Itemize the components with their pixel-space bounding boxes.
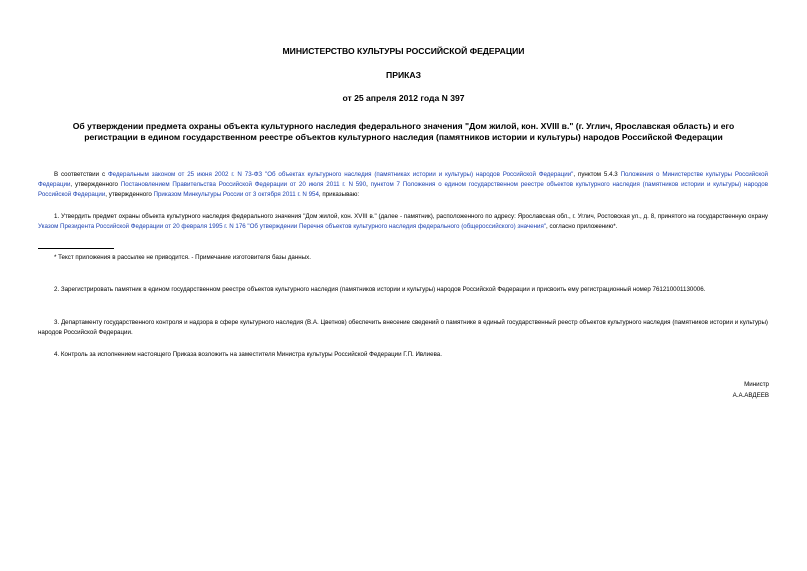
document-title: Об утверждении предмета охраны объекта культурного наследия федерального значения "Дом жилой, кон. XVIII в." (г. Углич, Ярославская область) и его регистрации в едином государственном реестре объектов культурного наследия (памятников истории и культуры) народов Российской Федерации — [72, 121, 735, 142]
clause-2 — [38, 285, 768, 295]
clause-3 — [38, 318, 768, 338]
preamble-text-6: , приказываю: — [318, 191, 360, 198]
link-presidential-decree[interactable]: Указом Президента Российской Федерации от 20 февраля 1995 г. N 176 "Об утверждении Перечня объектов культурного наследия федерального (общероссийского) значения" — [38, 223, 546, 230]
date-number: от 25 апреля 2012 года N 397 — [342, 93, 465, 103]
preamble-text-3: , утвержденного — [70, 181, 121, 188]
link-government-decree[interactable]: Постановлением Правительства Российской Федерации от 20 июля 2011 г. N 590 — [120, 181, 367, 188]
clause-4 — [38, 350, 768, 360]
clause-1-text-1: 1. Утвердить предмет охраны объекта культурного наследия федерального значения "Дом жилой, кон. XVIII в." (далее - памятник), расположенного по адресу: Ярославская обл., г. Углич, Ростовская ул., д. 8, принятого на государственную охрану — [54, 213, 768, 220]
preamble-text-5: , утвержденного — [105, 191, 154, 198]
clause-2-text: 2. Зарегистрировать памятник в едином государственном реестре объектов культурного наследия (памятников истории и культуры) народов Российской Федерации и присвоить ему регистрационный номер 761210001130006. — [54, 286, 706, 293]
signature-position: Министр — [744, 381, 769, 388]
footnote-divider — [38, 248, 114, 249]
footnote: * Текст приложения в рассылке не приводится. - Примечание изготовителя базы данных. — [54, 254, 311, 261]
link-ministry-regulation[interactable]: Положения о Министерстве культуры Российской Федерации — [38, 171, 768, 188]
clause-4-text: 4. Контроль за исполнением настоящего Приказа возложить на заместителя Министра культуры Российской Федерации Г.П. Ивлиева. — [54, 351, 442, 358]
clause-3-text: 3. Департаменту государственного контроля и надзора в сфере культурного наследия (В.А. Цветнов) обеспечить внесение сведений о памятнике в единый государственный реестр объектов культурного наследия (памятников истории и культуры) народов Российской Федерации. — [38, 319, 768, 336]
link-federal-law[interactable]: Федеральным законом от 25 июня 2002 г. N 73-ФЗ "Об объектах культурного наследия (памятниках истории и культуры) народов Российской Федерации" — [107, 171, 574, 178]
clause-1-text-2: , согласно приложению*. — [546, 223, 618, 230]
link-registry-regulation[interactable]: пунктом 7 Положения о едином государственном реестре объектов культурного наследия (памятников истории и культуры) народов Российской Федерации — [38, 181, 768, 198]
document-type: ПРИКАЗ — [386, 70, 421, 80]
preamble-text-4: , — [366, 181, 371, 188]
signature-name: А.А.АВДЕЕВ — [732, 392, 769, 399]
link-ministry-order[interactable]: Приказом Минкультуры России от 3 октября 2011 г. N 954 — [153, 191, 319, 198]
preamble-text-2: , пунктом 5.4.3 — [573, 171, 621, 178]
clause-1 — [38, 212, 768, 232]
preamble-text-1: В соответствии с — [54, 171, 108, 178]
ministry-heading: МИНИСТЕРСТВО КУЛЬТУРЫ РОССИЙСКОЙ ФЕДЕРАЦИИ — [282, 46, 525, 56]
preamble-paragraph — [38, 170, 768, 200]
